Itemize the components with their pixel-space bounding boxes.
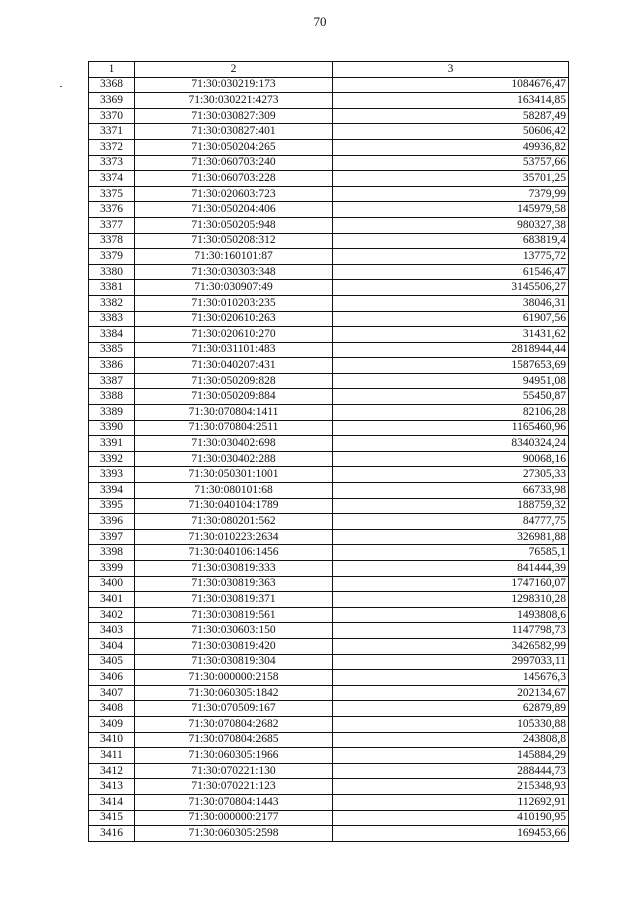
table-row bbox=[89, 467, 569, 483]
row-number: 3411 bbox=[89, 748, 135, 764]
row-number: 3396 bbox=[89, 514, 135, 530]
cadastral-number: 71:30:030819:561 bbox=[135, 607, 333, 623]
cadastral-value: 55450,87 bbox=[333, 389, 569, 405]
cadastral-value: 1165460,96 bbox=[333, 420, 569, 436]
cadastral-value: 35701,25 bbox=[333, 171, 569, 187]
table-row bbox=[89, 810, 569, 826]
table-row bbox=[89, 716, 569, 732]
table-row bbox=[89, 420, 569, 436]
table-row bbox=[89, 514, 569, 530]
row-number: 3383 bbox=[89, 311, 135, 327]
row-number: 3416 bbox=[89, 826, 135, 842]
table-row bbox=[89, 249, 569, 265]
cadastral-value: 1298310,28 bbox=[333, 592, 569, 608]
cadastral-number: 71:30:030603:150 bbox=[135, 623, 333, 639]
cadastral-value: 61546,47 bbox=[333, 264, 569, 280]
table-row bbox=[89, 623, 569, 639]
cadastral-number: 71:30:030221:4273 bbox=[135, 93, 333, 109]
cadastral-value: 1747160,07 bbox=[333, 576, 569, 592]
table-row bbox=[89, 483, 569, 499]
row-number: 3403 bbox=[89, 623, 135, 639]
cadastral-number: 71:30:050205:948 bbox=[135, 217, 333, 233]
row-number: 3394 bbox=[89, 483, 135, 499]
cadastral-number: 71:30:020603:723 bbox=[135, 186, 333, 202]
table-row bbox=[89, 295, 569, 311]
cadastral-number: 71:30:030402:698 bbox=[135, 436, 333, 452]
table-header-row bbox=[89, 62, 569, 78]
table-row bbox=[89, 373, 569, 389]
table-row bbox=[89, 358, 569, 374]
row-number: 3370 bbox=[89, 108, 135, 124]
cadastral-value: 13775,72 bbox=[333, 249, 569, 265]
cadastral-value: 841444,39 bbox=[333, 561, 569, 577]
cadastral-number: 71:30:020610:263 bbox=[135, 311, 333, 327]
table-row bbox=[89, 763, 569, 779]
cadastral-value: 76585,1 bbox=[333, 545, 569, 561]
table-row bbox=[89, 607, 569, 623]
table-row bbox=[89, 451, 569, 467]
cadastral-value: 62879,89 bbox=[333, 701, 569, 717]
cadastral-number: 71:30:030827:401 bbox=[135, 124, 333, 140]
cadastral-value: 82106,28 bbox=[333, 405, 569, 421]
row-number: 3388 bbox=[89, 389, 135, 405]
cadastral-value: 61907,56 bbox=[333, 311, 569, 327]
table-row bbox=[89, 171, 569, 187]
cadastral-value: 7379,99 bbox=[333, 186, 569, 202]
cadastral-number: 71:30:010223:2634 bbox=[135, 529, 333, 545]
row-number: 3391 bbox=[89, 436, 135, 452]
cadastral-number: 71:30:030819:420 bbox=[135, 638, 333, 654]
cadastral-value: 105330,88 bbox=[333, 716, 569, 732]
cadastral-number: 71:30:070804:1411 bbox=[135, 405, 333, 421]
cadastral-number: 71:30:040106:1456 bbox=[135, 545, 333, 561]
cadastral-number: 71:30:080201:562 bbox=[135, 514, 333, 530]
cadastral-number: 71:30:060703:228 bbox=[135, 171, 333, 187]
cadastral-value: 53757,66 bbox=[333, 155, 569, 171]
cadastral-value: 243808,8 bbox=[333, 732, 569, 748]
row-number: 3390 bbox=[89, 420, 135, 436]
row-number: 3405 bbox=[89, 654, 135, 670]
row-number: 3402 bbox=[89, 607, 135, 623]
table-row bbox=[89, 436, 569, 452]
cadastral-value: 31431,62 bbox=[333, 327, 569, 343]
cadastral-value: 3145506,27 bbox=[333, 280, 569, 296]
row-number: 3375 bbox=[89, 186, 135, 202]
row-number: 3379 bbox=[89, 249, 135, 265]
cadastral-value: 2818944,44 bbox=[333, 342, 569, 358]
table-row bbox=[89, 124, 569, 140]
cadastral-number: 71:30:050204:406 bbox=[135, 202, 333, 218]
cadastral-number: 71:30:030907:49 bbox=[135, 280, 333, 296]
table-row bbox=[89, 280, 569, 296]
table-row bbox=[89, 498, 569, 514]
cadastral-value: 188759,32 bbox=[333, 498, 569, 514]
cadastral-value: 3426582,99 bbox=[333, 638, 569, 654]
row-number: 3389 bbox=[89, 405, 135, 421]
cadastral-number: 71:30:160101:87 bbox=[135, 249, 333, 265]
page-number: 70 bbox=[313, 14, 327, 29]
cadastral-value: 145979,58 bbox=[333, 202, 569, 218]
row-number: 3415 bbox=[89, 810, 135, 826]
cadastral-value: 27305,33 bbox=[333, 467, 569, 483]
cadastral-value: 66733,98 bbox=[333, 483, 569, 499]
table-row bbox=[89, 779, 569, 795]
table-row bbox=[89, 139, 569, 155]
cadastral-number: 71:30:050209:884 bbox=[135, 389, 333, 405]
table-row bbox=[89, 826, 569, 842]
cadastral-value: 145676,3 bbox=[333, 670, 569, 686]
table-row bbox=[89, 155, 569, 171]
cadastral-value: 112692,91 bbox=[333, 794, 569, 810]
table-row bbox=[89, 748, 569, 764]
cadastral-number: 71:30:030819:333 bbox=[135, 561, 333, 577]
cadastral-number: 71:30:030402:288 bbox=[135, 451, 333, 467]
cadastral-number: 71:30:030819:363 bbox=[135, 576, 333, 592]
cadastral-value: 215348,93 bbox=[333, 779, 569, 795]
cadastral-number: 71:30:070221:123 bbox=[135, 779, 333, 795]
row-number: 3373 bbox=[89, 155, 135, 171]
cadastral-value: 980327,38 bbox=[333, 217, 569, 233]
table-row bbox=[89, 264, 569, 280]
table-row bbox=[89, 186, 569, 202]
row-number: 3409 bbox=[89, 716, 135, 732]
row-number: 3398 bbox=[89, 545, 135, 561]
table-row bbox=[89, 202, 569, 218]
cadastral-value: 1587653,69 bbox=[333, 358, 569, 374]
row-number: 3372 bbox=[89, 139, 135, 155]
table-row bbox=[89, 592, 569, 608]
row-number: 3395 bbox=[89, 498, 135, 514]
cadastral-number: 71:30:070509:167 bbox=[135, 701, 333, 717]
cadastral-value: 38046,31 bbox=[333, 295, 569, 311]
cadastral-number: 71:30:030827:309 bbox=[135, 108, 333, 124]
table-row bbox=[89, 311, 569, 327]
cadastral-value: 84777,75 bbox=[333, 514, 569, 530]
cadastral-number: 71:30:050209:828 bbox=[135, 373, 333, 389]
cadastral-value: 410190,95 bbox=[333, 810, 569, 826]
cadastral-number: 71:30:070804:2511 bbox=[135, 420, 333, 436]
cadastral-number: 71:30:050204:265 bbox=[135, 139, 333, 155]
row-number: 3387 bbox=[89, 373, 135, 389]
row-number: 3413 bbox=[89, 779, 135, 795]
table-row bbox=[89, 545, 569, 561]
cadastral-number: 71:30:000000:2158 bbox=[135, 670, 333, 686]
table-row bbox=[89, 638, 569, 654]
header-col-1: 1 bbox=[89, 62, 135, 78]
cadastral-value: 94951,08 bbox=[333, 373, 569, 389]
table-row bbox=[89, 732, 569, 748]
row-number: 3407 bbox=[89, 685, 135, 701]
table-row bbox=[89, 794, 569, 810]
table-row bbox=[89, 77, 569, 93]
cadastral-value: 8340324,24 bbox=[333, 436, 569, 452]
row-number: 3410 bbox=[89, 732, 135, 748]
row-number: 3371 bbox=[89, 124, 135, 140]
cadastral-number: 71:30:060305:1966 bbox=[135, 748, 333, 764]
cadastral-value: 683819,4 bbox=[333, 233, 569, 249]
cadastral-number: 71:30:040207:431 bbox=[135, 358, 333, 374]
row-number: 3412 bbox=[89, 763, 135, 779]
cadastral-value: 90068,16 bbox=[333, 451, 569, 467]
cadastral-number: 71:30:050301:1001 bbox=[135, 467, 333, 483]
row-number: 3376 bbox=[89, 202, 135, 218]
cadastral-number: 71:30:060305:2598 bbox=[135, 826, 333, 842]
row-number: 3392 bbox=[89, 451, 135, 467]
table-row bbox=[89, 685, 569, 701]
cadastral-value: 1147798,73 bbox=[333, 623, 569, 639]
row-number: 3369 bbox=[89, 93, 135, 109]
header-col-2: 2 bbox=[135, 62, 333, 78]
row-number: 3404 bbox=[89, 638, 135, 654]
cadastral-number: 71:30:050208:312 bbox=[135, 233, 333, 249]
cadastral-number: 71:30:030219:173 bbox=[135, 77, 333, 93]
table-row bbox=[89, 576, 569, 592]
cadastral-value: 145884,29 bbox=[333, 748, 569, 764]
table-row bbox=[89, 561, 569, 577]
cadastral-number: 71:30:030303:348 bbox=[135, 264, 333, 280]
table-row bbox=[89, 389, 569, 405]
row-number: 3368 bbox=[89, 77, 135, 93]
row-number: 3393 bbox=[89, 467, 135, 483]
row-number: 3382 bbox=[89, 295, 135, 311]
table-row bbox=[89, 217, 569, 233]
row-number: 3377 bbox=[89, 217, 135, 233]
table-body bbox=[89, 77, 569, 841]
cadastral-number: 71:30:070804:1443 bbox=[135, 794, 333, 810]
table-row bbox=[89, 233, 569, 249]
row-number: 3381 bbox=[89, 280, 135, 296]
cadastral-number: 71:30:020610:270 bbox=[135, 327, 333, 343]
row-number: 3400 bbox=[89, 576, 135, 592]
table-row bbox=[89, 405, 569, 421]
row-number: 3386 bbox=[89, 358, 135, 374]
cadastral-number: 71:30:070804:2682 bbox=[135, 716, 333, 732]
row-number: 3408 bbox=[89, 701, 135, 717]
table-row bbox=[89, 654, 569, 670]
table-row bbox=[89, 93, 569, 109]
table-row bbox=[89, 108, 569, 124]
cadastral-value: 49936,82 bbox=[333, 139, 569, 155]
cadastral-number: 71:30:060305:1842 bbox=[135, 685, 333, 701]
cadastral-number: 71:30:030819:371 bbox=[135, 592, 333, 608]
cadastral-value: 1493808,6 bbox=[333, 607, 569, 623]
data-table bbox=[88, 61, 569, 842]
table-row bbox=[89, 327, 569, 343]
table-row bbox=[89, 529, 569, 545]
cadastral-number: 71:30:030819:304 bbox=[135, 654, 333, 670]
cadastral-value: 1084676,47 bbox=[333, 77, 569, 93]
table-row bbox=[89, 670, 569, 686]
header-col-3: 3 bbox=[333, 62, 569, 78]
row-number: 3374 bbox=[89, 171, 135, 187]
cadastral-number: 71:30:070804:2685 bbox=[135, 732, 333, 748]
cadastral-value: 163414,85 bbox=[333, 93, 569, 109]
row-number: 3401 bbox=[89, 592, 135, 608]
cadastral-number: 71:30:070221:130 bbox=[135, 763, 333, 779]
cadastral-value: 326981,88 bbox=[333, 529, 569, 545]
cadastral-number: 71:30:060703:240 bbox=[135, 155, 333, 171]
row-number: 3406 bbox=[89, 670, 135, 686]
row-number: 3385 bbox=[89, 342, 135, 358]
cadastral-value: 288444,73 bbox=[333, 763, 569, 779]
cadastral-number: 71:30:040104:1789 bbox=[135, 498, 333, 514]
table-row bbox=[89, 701, 569, 717]
scan-mark bbox=[60, 86, 62, 87]
row-number: 3384 bbox=[89, 327, 135, 343]
cadastral-value: 50606,42 bbox=[333, 124, 569, 140]
cadastral-value: 169453,66 bbox=[333, 826, 569, 842]
row-number: 3378 bbox=[89, 233, 135, 249]
cadastral-number: 71:30:010203:235 bbox=[135, 295, 333, 311]
row-number: 3414 bbox=[89, 794, 135, 810]
cadastral-number: 71:30:000000:2177 bbox=[135, 810, 333, 826]
cadastral-number: 71:30:031101:483 bbox=[135, 342, 333, 358]
cadastral-value: 2997033,11 bbox=[333, 654, 569, 670]
cadastral-value: 58287,49 bbox=[333, 108, 569, 124]
table-row bbox=[89, 342, 569, 358]
cadastral-number: 71:30:080101:68 bbox=[135, 483, 333, 499]
cadastral-value: 202134,67 bbox=[333, 685, 569, 701]
row-number: 3380 bbox=[89, 264, 135, 280]
row-number: 3397 bbox=[89, 529, 135, 545]
row-number: 3399 bbox=[89, 561, 135, 577]
